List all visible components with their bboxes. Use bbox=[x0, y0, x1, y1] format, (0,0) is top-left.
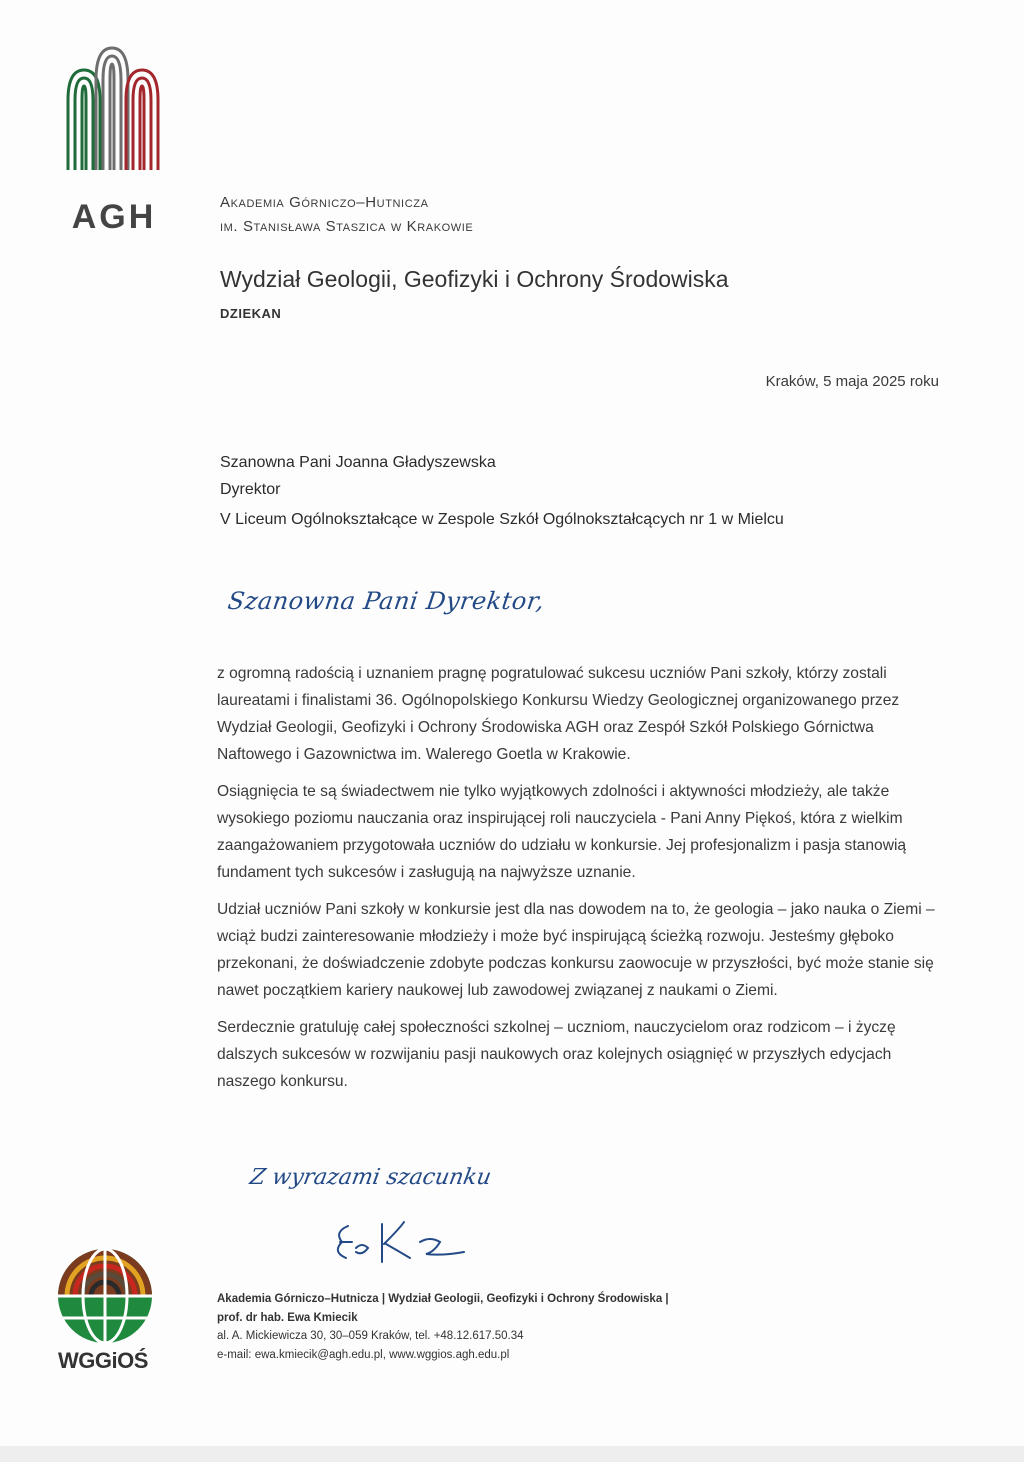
recipient-block bbox=[220, 449, 784, 533]
handwritten-closing: Z wyrazami szacunku bbox=[247, 1165, 494, 1190]
handwritten-salutation: Szanowna Pani Dyrektor, bbox=[226, 587, 547, 615]
recipient-name: Szanowna Pani Joanna Gładyszewska bbox=[220, 454, 496, 471]
paragraph: z ogromną radością i uznaniem pragnę pogratulować sukcesu uczniów Pani szkoły, którzy zostali laureatami i finalistami 36. Ogólnopolskiego Konkursu Wiedzy Geologicznej organizowanego przez Wydział Geologii, Geofizyki i Ochrony Środowiska AGH oraz Zespół Szkół Polskiego Górnictwa Naftowego i Gazownictwa im. Walerego Goetla w Krakowie. bbox=[217, 665, 900, 763]
paragraph: Osiągnięcia te są świadectwem nie tylko wyjątkowych zdolności i aktywności młodzieży, ale także wysokiego poziomu nauczania oraz inspirującej roli nauczyciela - Pani Anny Piękoś, która z wielkim zaangażowaniem przygotowała uczniów do udziału w konkursie. Jej profesjonalizm i pasja stanowią fundament tych sukcesów i zasługują na najwyższe uznanie. bbox=[217, 783, 907, 881]
paragraph: Udział uczniów Pani szkoły w konkursie jest dla nas dowodem na to, że geologia – jako nauka o Ziemi – wciąż budzi zainteresowanie młodzieży i może być inspirującą ścieżką rozwoju. Jesteśmy głęboko przekonani, że doświadczenie zdobyte podczas konkursu zaowocuje w przyszłości, być może stanie się nawet początkiem kariery naukowej lub zawodowej związanej z naukami o Ziemi. bbox=[217, 901, 935, 999]
signature-icon bbox=[330, 1212, 480, 1272]
globe-emblem-icon bbox=[55, 1246, 155, 1346]
footer bbox=[217, 1290, 669, 1364]
footer-line-1: Akademia Górniczo–Hutnicza | Wydział Geologii, Geofizyki i Ochrony Środowiska | bbox=[217, 1293, 669, 1305]
recipient-school: V Liceum Ogólnokształcące w Zespole Szkół Ogólnokształcących nr 1 w Mielcu bbox=[220, 511, 784, 528]
agh-logo bbox=[62, 40, 166, 234]
university-line-2: im. Stanisława Staszica w Krakowie bbox=[220, 218, 474, 235]
university-name bbox=[220, 191, 473, 239]
footer-contact: e-mail: ewa.kmiecik@agh.edu.pl, www.wggios.agh.edu.pl bbox=[217, 1348, 510, 1361]
recipient-title: Dyrektor bbox=[220, 481, 281, 498]
university-line-1: Akademia Górniczo–Hutnicza bbox=[220, 194, 429, 211]
bottom-strip bbox=[0, 1446, 1024, 1462]
footer-address: al. A. Mickiewicza 30, 30–059 Kraków, tel. +48.12.617.50.34 bbox=[217, 1330, 524, 1342]
wggios-logo-text: WGGiOŚ bbox=[58, 1348, 148, 1373]
agh-emblem-icon bbox=[62, 40, 166, 234]
agh-logo-text: AGH bbox=[71, 198, 157, 234]
footer-signatory: prof. dr hab. Ewa Kmiecik bbox=[217, 1311, 358, 1324]
letter-date: Kraków, 5 maja 2025 roku bbox=[765, 373, 939, 390]
letter-body bbox=[217, 660, 937, 1105]
paragraph: Serdecznie gratuluję całej społeczności szkolnej – uczniom, nauczycielom oraz rodzicom – i życzę dalszych sukcesów w rozwijaniu pasji naukowych oraz kolejnych osiągnięć w przyszłych edycjach naszego konkursu. bbox=[217, 1019, 896, 1090]
faculty-name: Wydział Geologii, Geofizyki i Ochrony Środowiska bbox=[220, 266, 729, 292]
role-title: DZIEKAN bbox=[220, 306, 282, 321]
